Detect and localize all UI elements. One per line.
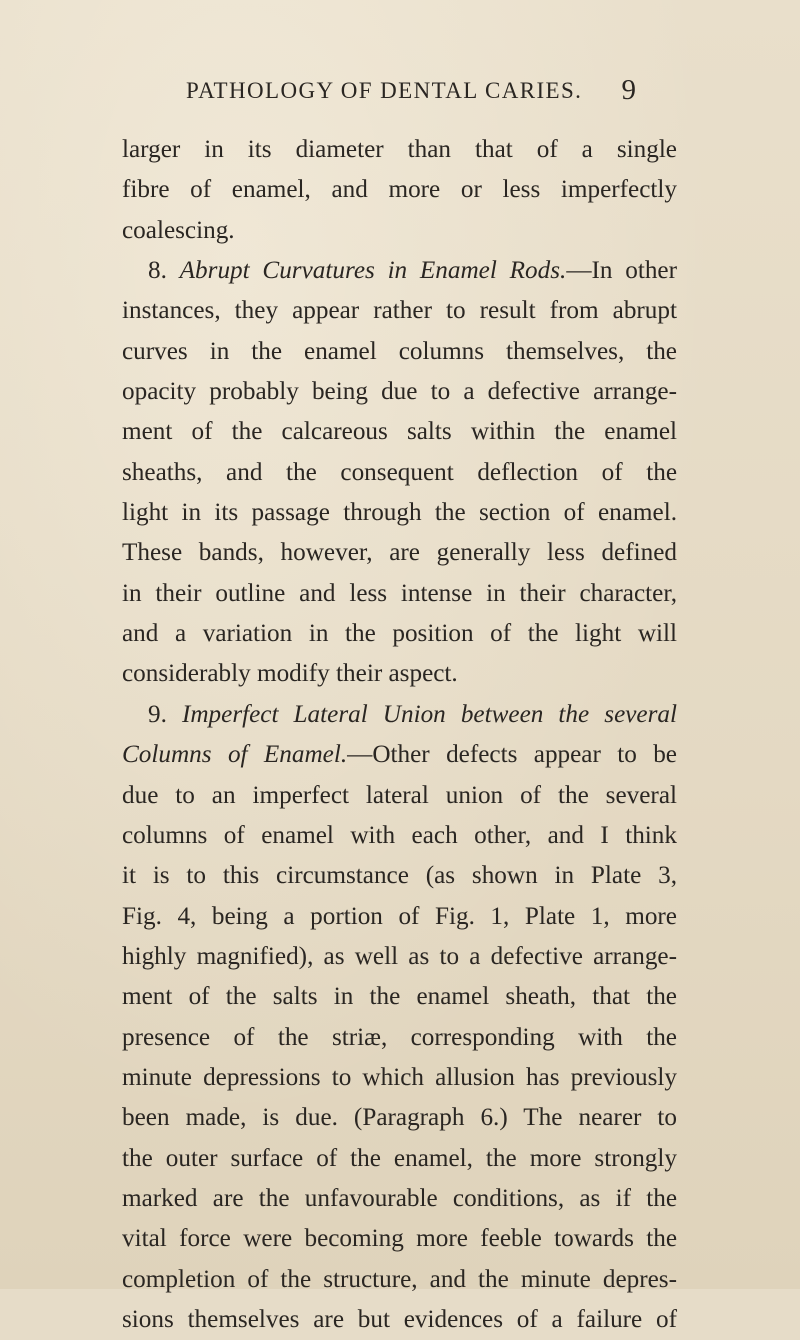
text-line <box>122 695 677 735</box>
text-line <box>122 1058 677 1098</box>
text-segment: light in its passage through the section of enamel. <box>122 499 677 527</box>
text-segment: 9. <box>148 700 182 728</box>
text-segment: highly magnified), as well as to a defective arrange- <box>122 942 677 970</box>
text-segment: larger in its diameter than that of a single <box>122 136 677 163</box>
text-line <box>122 977 677 1017</box>
text-line <box>122 372 677 412</box>
text-segment: sions themselves are but evidences of a failure of <box>122 1305 677 1333</box>
text-line <box>122 1219 677 1259</box>
text-segment: presence of the striæ, corresponding with the <box>122 1023 677 1051</box>
text-segment: —In other <box>566 257 677 285</box>
text-line <box>122 130 677 170</box>
text-segment: 8. <box>148 257 180 285</box>
text-line <box>122 574 677 614</box>
text-line <box>122 291 677 331</box>
text-line <box>122 170 677 210</box>
text-segment: columns of enamel with each other, and I think <box>122 821 677 849</box>
text-segment: coalescing. <box>122 216 235 244</box>
text-line <box>122 1018 677 1058</box>
text-segment: —Other defects appear to be <box>347 741 677 769</box>
text-segment: considerably modify their aspect. <box>122 660 458 688</box>
text-segment: Fig. 4, being a portion of Fig. 1, Plate 1, more <box>122 902 677 930</box>
text-segment: it is to this circumstance (as shown in Plate 3, <box>122 862 677 890</box>
text-segment: due to an imperfect lateral union of the several <box>122 781 677 809</box>
text-line <box>122 211 677 251</box>
text-segment: instances, they appear rather to result from abrupt <box>122 297 677 325</box>
italic-heading-text: Columns of Enamel. <box>122 741 348 769</box>
text-segment: been made, is due. (Paragraph 6.) The nearer to <box>122 1104 677 1132</box>
italic-heading-text: Abrupt Curvatures in Enamel Rods. <box>179 257 567 285</box>
text-line <box>122 1179 677 1219</box>
text-line <box>122 412 677 452</box>
page-number: 9 <box>621 74 636 106</box>
text-line <box>122 735 677 775</box>
text-segment: completion of the structure, and the minute depres- <box>122 1265 677 1293</box>
text-line <box>122 453 677 493</box>
text-line <box>122 816 677 856</box>
text-segment: curves in the enamel columns themselves, the <box>122 337 677 365</box>
text-segment: the outer surface of the enamel, the more strongly <box>122 1144 677 1172</box>
italic-heading-text: Imperfect Lateral Union between the several <box>181 700 677 728</box>
text-line <box>122 1260 677 1300</box>
text-line <box>122 856 677 896</box>
text-line <box>122 332 677 372</box>
text-segment: minute depressions to which allusion has previously <box>122 1063 677 1091</box>
text-line <box>122 1300 677 1340</box>
text-line <box>122 1098 677 1138</box>
text-segment: sheaths, and the consequent deflection of the <box>122 458 677 486</box>
text-line <box>122 614 677 654</box>
text-line <box>122 1139 677 1179</box>
text-segment: ment of the salts in the enamel sheath, that the <box>122 983 677 1011</box>
running-title: PATHOLOGY OF DENTAL CARIES. <box>186 78 583 103</box>
text-line <box>122 251 677 291</box>
text-line <box>122 897 677 937</box>
text-line <box>122 654 677 694</box>
text-line <box>122 493 677 533</box>
text-line <box>122 776 677 816</box>
text-segment: opacity probably being due to a defective arrange- <box>122 378 677 406</box>
text-line <box>122 937 677 977</box>
text-segment: ment of the calcareous salts within the enamel <box>122 418 677 446</box>
running-head <box>186 70 636 110</box>
body-text <box>122 130 677 1340</box>
text-segment: fibre of enamel, and more or less imperfectly <box>122 176 677 204</box>
text-segment: These bands, however, are generally less defined <box>122 539 677 567</box>
text-segment: in their outline and less intense in their character, <box>122 579 677 607</box>
text-line <box>122 533 677 573</box>
text-segment: marked are the unfavourable conditions, as if the <box>122 1184 677 1212</box>
text-segment: vital force were becoming more feeble towards the <box>122 1225 677 1253</box>
text-segment: and a variation in the position of the light will <box>122 620 677 648</box>
